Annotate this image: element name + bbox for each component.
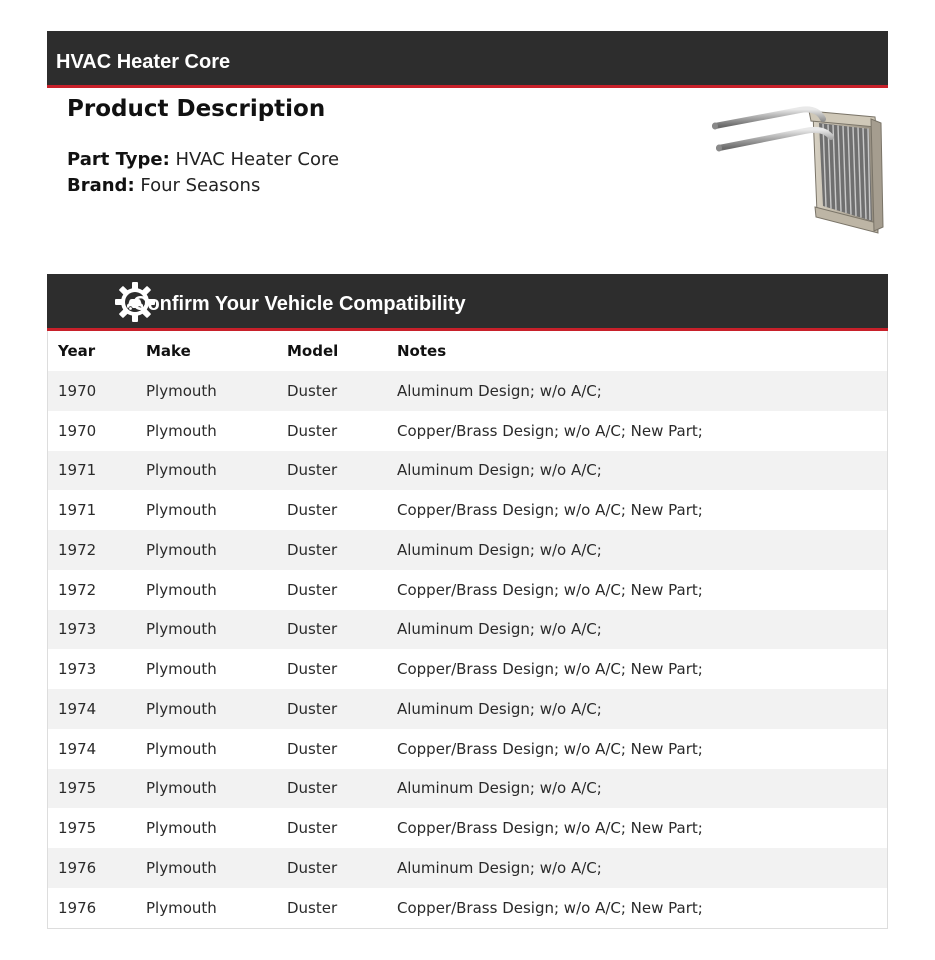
cell-year: 1970 [48, 371, 136, 411]
cell-year: 1975 [48, 769, 136, 809]
brand-label: Brand: [67, 175, 135, 196]
product-description-heading: Product Description [67, 96, 326, 122]
cell-year: 1973 [48, 649, 136, 689]
table-row [48, 610, 887, 650]
cell-make: Plymouth [136, 570, 277, 610]
cell-model: Duster [277, 769, 387, 809]
part-type-value: HVAC Heater Core [175, 149, 340, 170]
cell-year: 1973 [48, 610, 136, 650]
table-row [48, 649, 887, 689]
cell-notes: Copper/Brass Design; w/o A/C; New Part; [387, 729, 887, 769]
cell-make: Plymouth [136, 411, 277, 451]
part-type-row [67, 147, 339, 173]
table-row [48, 530, 887, 570]
cell-notes: Aluminum Design; w/o A/C; [387, 848, 887, 888]
product-header-bar [47, 31, 888, 88]
table-row [48, 689, 887, 729]
cell-notes: Copper/Brass Design; w/o A/C; New Part; [387, 411, 887, 451]
cell-model: Duster [277, 649, 387, 689]
table-row [48, 570, 887, 610]
column-header-notes: Notes [397, 342, 447, 360]
table-row [48, 490, 887, 530]
cell-notes: Copper/Brass Design; w/o A/C; New Part; [387, 888, 887, 928]
cell-notes: Aluminum Design; w/o A/C; [387, 530, 887, 570]
cell-notes: Aluminum Design; w/o A/C; [387, 371, 887, 411]
cell-make: Plymouth [136, 649, 277, 689]
cell-model: Duster [277, 490, 387, 530]
cell-notes: Aluminum Design; w/o A/C; [387, 451, 887, 491]
cell-notes: Copper/Brass Design; w/o A/C; New Part; [387, 570, 887, 610]
cell-make: Plymouth [136, 689, 277, 729]
compatibility-table-container [47, 331, 888, 929]
cell-model: Duster [277, 451, 387, 491]
cell-model: Duster [277, 729, 387, 769]
cell-notes: Copper/Brass Design; w/o A/C; New Part; [387, 490, 887, 530]
table-row [48, 729, 887, 769]
product-header-title: HVAC Heater Core [56, 51, 231, 73]
cell-make: Plymouth [136, 451, 277, 491]
table-row [48, 411, 887, 451]
cell-year: 1971 [48, 490, 136, 530]
cell-make: Plymouth [136, 371, 277, 411]
cell-notes: Copper/Brass Design; w/o A/C; New Part; [387, 808, 887, 848]
brand-value: Four Seasons [140, 175, 261, 196]
cell-model: Duster [277, 610, 387, 650]
cell-year: 1972 [48, 530, 136, 570]
cell-year: 1976 [48, 848, 136, 888]
cell-notes: Aluminum Design; w/o A/C; [387, 689, 887, 729]
cell-notes: Aluminum Design; w/o A/C; [387, 610, 887, 650]
column-header-model: Model [287, 342, 339, 360]
cell-make: Plymouth [136, 888, 277, 928]
compatibility-table [48, 331, 887, 928]
cell-model: Duster [277, 689, 387, 729]
cell-model: Duster [277, 371, 387, 411]
compatibility-title: Confirm Your Vehicle Compatibility [133, 293, 466, 315]
cell-year: 1976 [48, 888, 136, 928]
cell-model: Duster [277, 411, 387, 451]
table-row [48, 888, 887, 928]
table-row [48, 769, 887, 809]
cell-make: Plymouth [136, 808, 277, 848]
cell-make: Plymouth [136, 530, 277, 570]
brand-row [67, 173, 260, 199]
table-row [48, 451, 887, 491]
cell-make: Plymouth [136, 610, 277, 650]
cell-model: Duster [277, 848, 387, 888]
compatibility-header-bar [47, 274, 888, 331]
cell-make: Plymouth [136, 848, 277, 888]
cell-year: 1974 [48, 729, 136, 769]
cell-year: 1971 [48, 451, 136, 491]
table-row [48, 808, 887, 848]
table-row [48, 848, 887, 888]
table-header-row [48, 331, 887, 371]
column-header-make: Make [146, 342, 191, 360]
cell-make: Plymouth [136, 490, 277, 530]
table-row [48, 371, 887, 411]
cell-year: 1972 [48, 570, 136, 610]
cell-year: 1975 [48, 808, 136, 848]
cell-make: Plymouth [136, 769, 277, 809]
part-type-label: Part Type: [67, 149, 170, 170]
heater-core-product-image [705, 93, 890, 238]
cell-notes: Copper/Brass Design; w/o A/C; New Part; [387, 649, 887, 689]
cell-year: 1970 [48, 411, 136, 451]
cell-model: Duster [277, 808, 387, 848]
cell-model: Duster [277, 888, 387, 928]
cell-year: 1974 [48, 689, 136, 729]
cell-make: Plymouth [136, 729, 277, 769]
cell-notes: Aluminum Design; w/o A/C; [387, 769, 887, 809]
cell-model: Duster [277, 530, 387, 570]
cell-model: Duster [277, 570, 387, 610]
column-header-year: Year [58, 342, 96, 360]
